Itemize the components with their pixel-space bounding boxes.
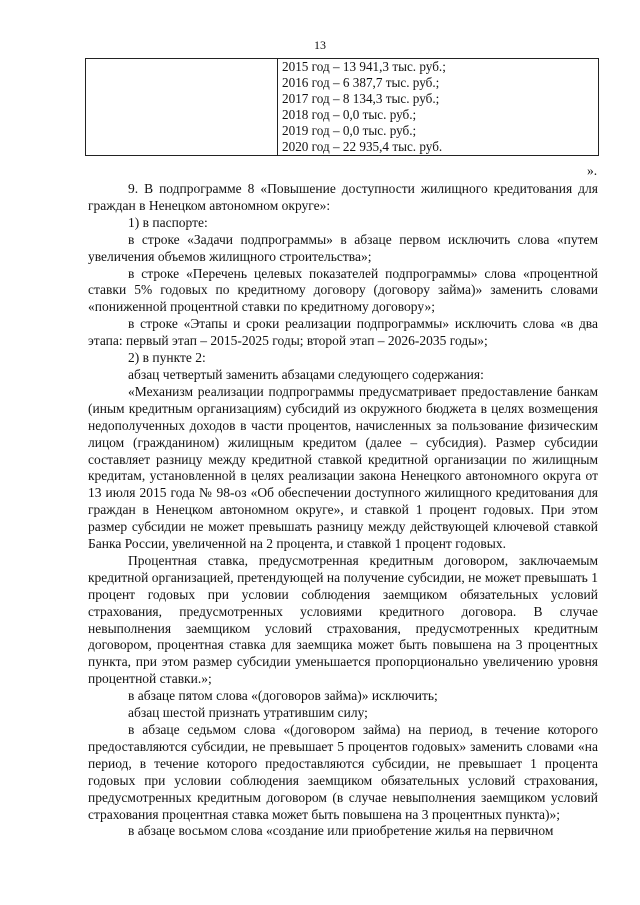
paragraph: 1) в паспорте: <box>128 214 208 230</box>
paragraph: в абзаце пятом слова «(договоров займа)» исключить; <box>128 688 438 704</box>
paragraph: «Механизм реализации подпрограммы предусматривает предоставление банкам (иным кредитным организациям) субсидий из окружного бюджета в целях возмещения недополученных доходов в части процентов, начисленных за пользование физическим лицом (гражданином) жилищным кредитом (далее – субсидия). Размер субсидии составляет разницу между кредитной ставкой кредитной организации по жилищным кредитам, установленной в целях реализации закона Ненецкого автономного округа от 13 июля 2015 года № 98-оз «Об обеспечении доступного жилищного кредитования для граждан в Ненецком автономном округе», и ставкой 1 процент годовых. При этом размер субсидии не может превышать разницу между действующей ключевой ставкой Банка России, увеличенной на 2 процента, и ставкой 1 процент годовых. <box>88 383 598 552</box>
table-cell-budget <box>278 59 599 156</box>
table-cell-empty <box>86 59 278 156</box>
paragraph: в абзаце восьмом слова «создание или приобретение жилья на первичном <box>128 823 554 839</box>
paragraph: Процентная ставка, предусмотренная кредитным договором, заключаемым кредитной организацией, претендующей на получение субсидии, не может превышать 1 процент годовых при условии соблюдения заемщиком обязательных условий страхования, предусмотренных условиями кредитного договора. В случае невыполнения заемщиком условий страхования, предусмотренных кредитным договором, процентная ставка для заемщика может быть повышена на 3 процентных пункта, при этом размер субсидии уменьшается пропорционально увеличению уровня процентной ставки.»; <box>88 552 598 687</box>
paragraph: в строке «Этапы и сроки реализации подпрограммы» исключить слова «в два этапа: первый этап – 2015-2025 годы; второй этап – 2026-2035 годы»; <box>88 316 598 349</box>
document-body <box>88 181 598 840</box>
table-row <box>86 59 599 156</box>
paragraph: 9. В подпрограмме 8 «Повышение доступности жилищного кредитования для граждан в Ненецком автономном округе»: <box>88 181 598 213</box>
paragraph: абзац шестой признать утратившим силу; <box>128 705 368 721</box>
budget-line: 2015 год – 13 941,3 тыс. руб.; <box>282 59 446 74</box>
budget-table <box>85 58 599 156</box>
paragraph: в строке «Перечень целевых показателей подпрограммы» слова «процентной ставки 5% годовых по кредитному договору (договору займа)» заменить словами «пониженной процентной ставки по кредитному договору»; <box>88 265 598 315</box>
paragraph: в абзаце седьмом слова «(договором займа) на период, в течение которого предоставляются субсидии, не превышает 5 процентов годовых» заменить словами «на период, в течение которого предоставляются субсидии, не превышает 1 процента годовых при условии соблюдения заемщиком обязательных условий страхования, предусмотренных кредитным договором (в случае невыполнения заемщиком условий страхования процентная ставка может быть повышена на 3 процентных пункта)»; <box>88 722 598 822</box>
budget-line: 2016 год – 6 387,7 тыс. руб.; <box>282 75 440 90</box>
budget-line: 2019 год – 0,0 тыс. руб.; <box>282 123 417 138</box>
page-number: 13 <box>314 38 326 52</box>
budget-line: 2020 год – 22 935,4 тыс. руб. <box>282 139 443 154</box>
paragraph: абзац четвертый заменить абзацами следующего содержания: <box>128 366 484 382</box>
table-closing-quote: ». <box>587 163 598 178</box>
paragraph: 2) в пункте 2: <box>128 350 206 366</box>
budget-line: 2017 год – 8 134,3 тыс. руб.; <box>282 91 440 106</box>
paragraph: в строке «Задачи подпрограммы» в абзаце первом исключить слова «путем увеличения объемов жилищного строительства»; <box>88 231 598 264</box>
budget-line: 2018 год – 0,0 тыс. руб.; <box>282 107 417 122</box>
